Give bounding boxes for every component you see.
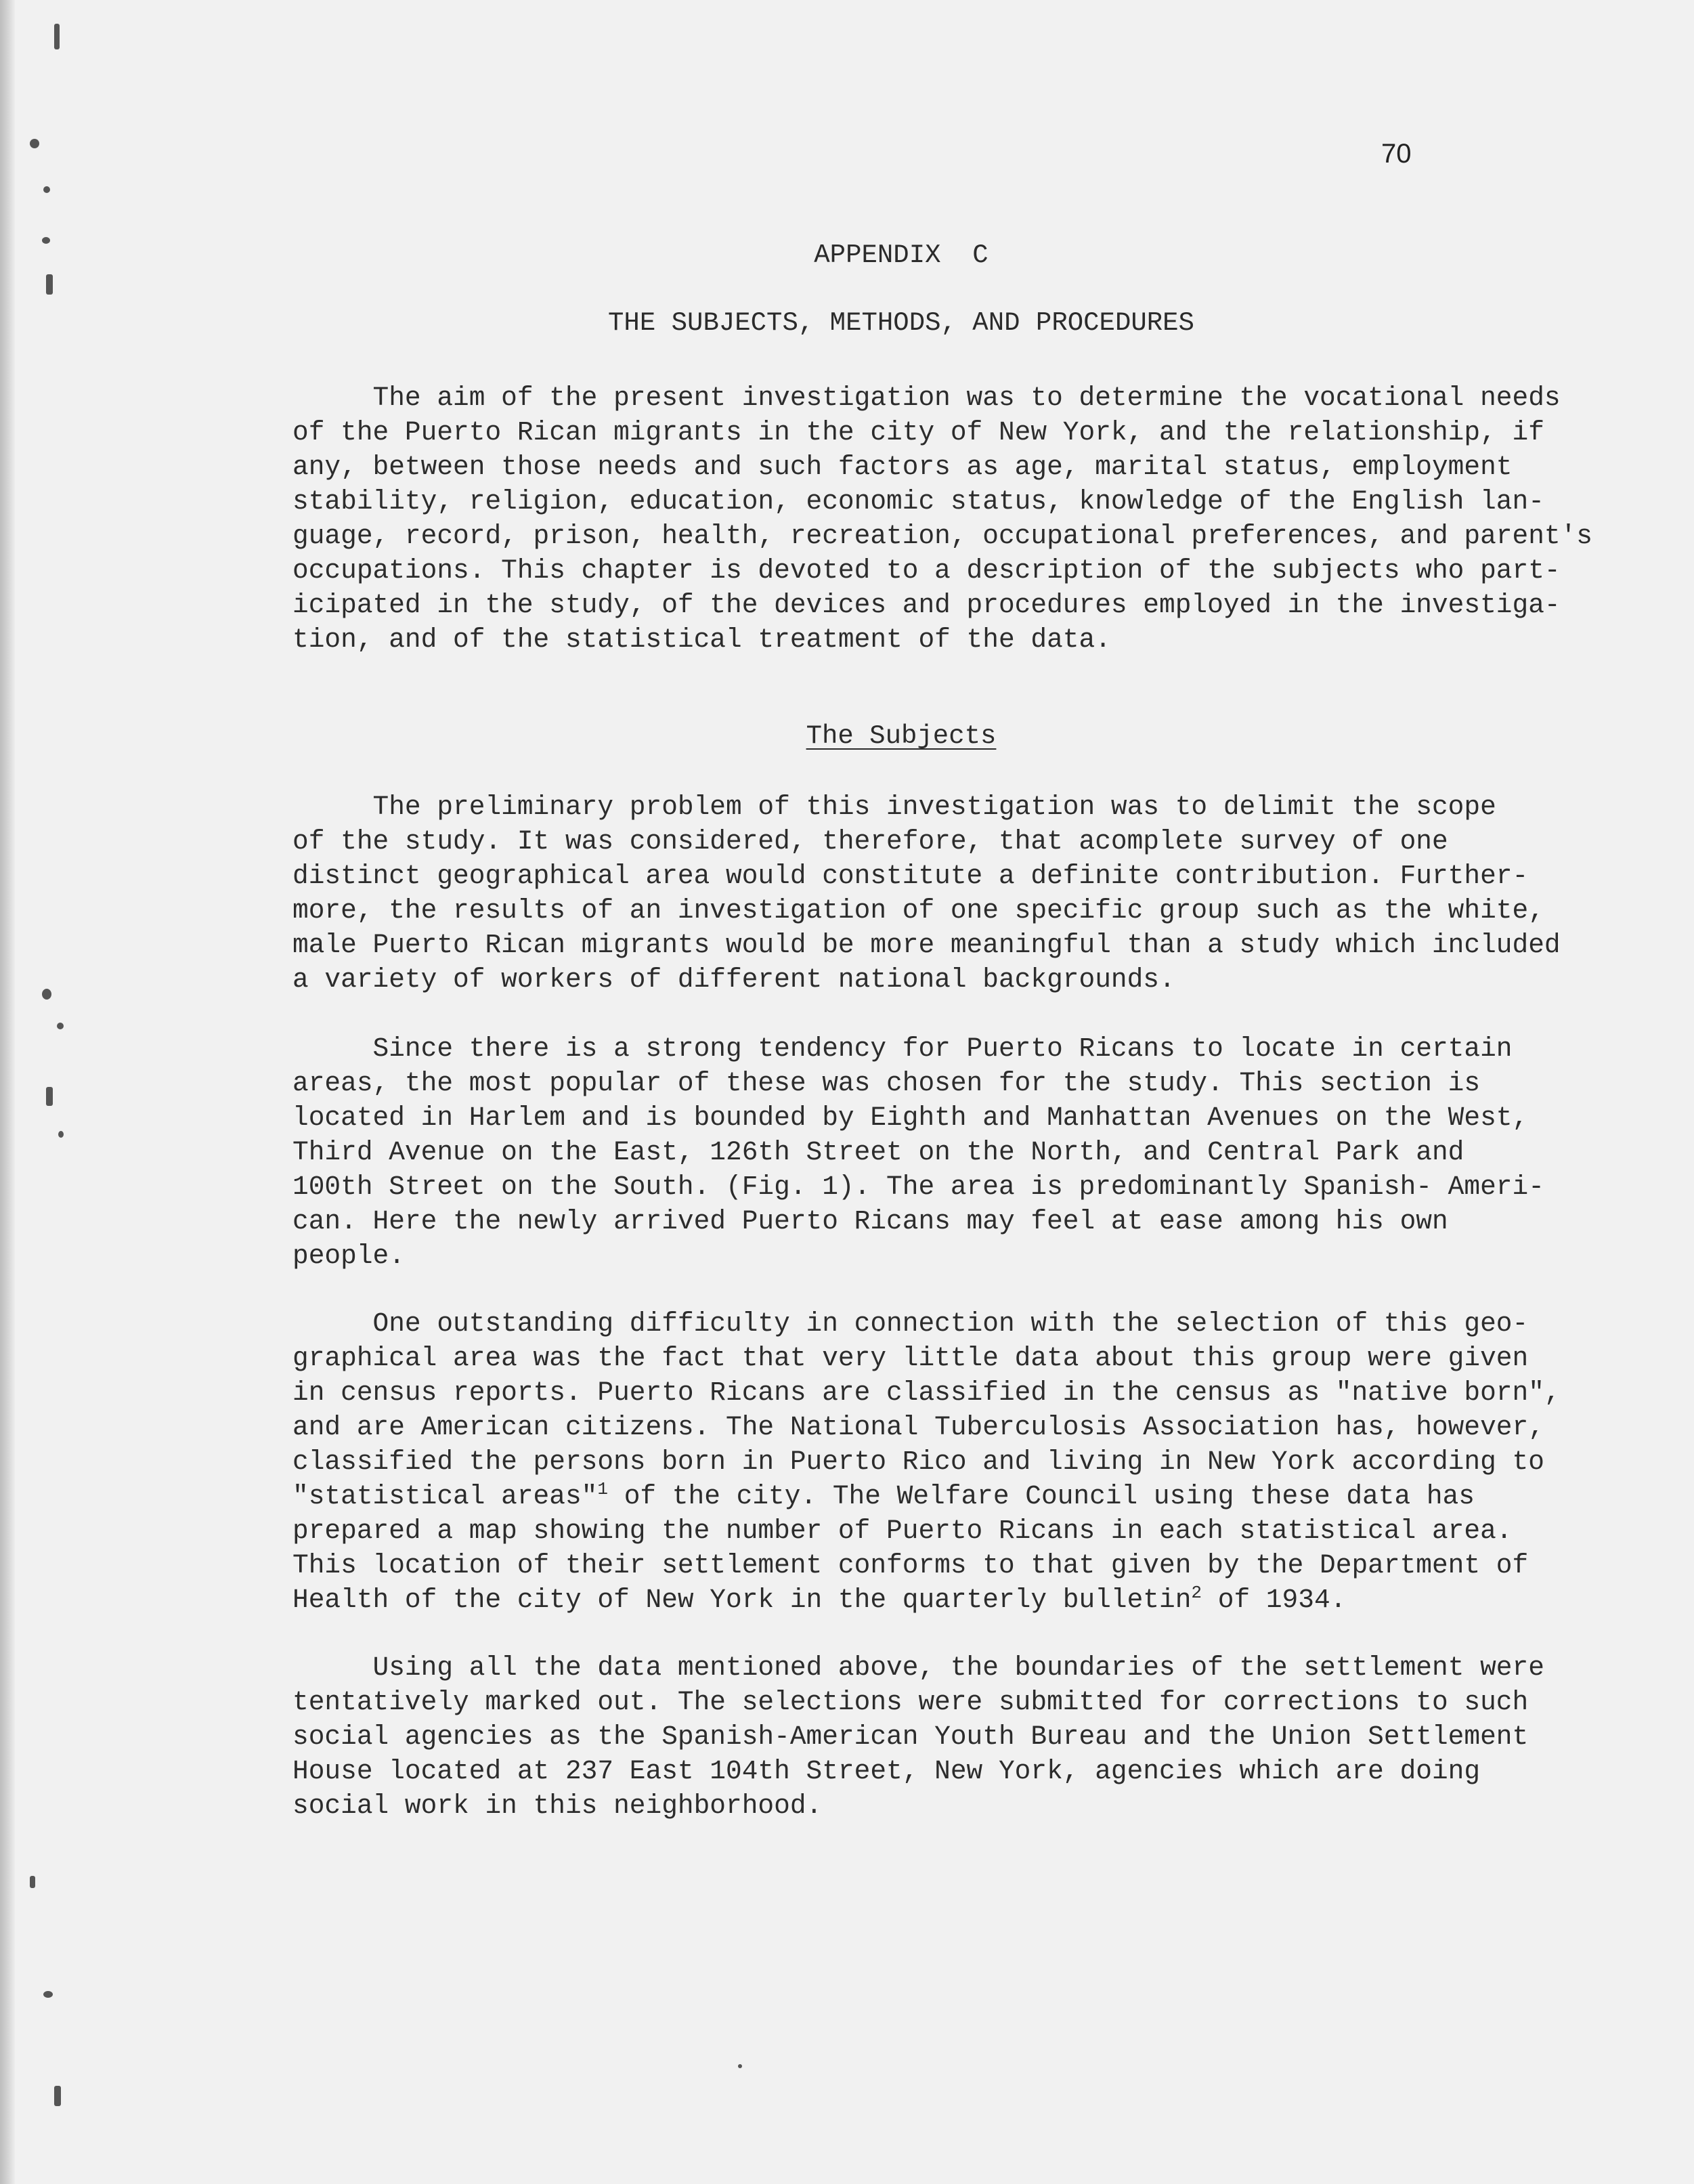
- text-line: distinct geographical area would constitute a definite contribution. Further-: [292, 861, 1529, 891]
- text-line: in census reports. Puerto Ricans are classified in the census as "native born",: [292, 1377, 1561, 1408]
- chapter-title: THE SUBJECTS, METHODS, AND PROCEDURES: [608, 308, 1194, 338]
- text-line: social agencies as the Spanish-American Youth Bureau and the Union Settlement: [292, 1721, 1529, 1752]
- binding-mark: [30, 139, 39, 148]
- scan-speck: [738, 2064, 742, 2068]
- binding-mark: [43, 1991, 53, 1998]
- text-line: can. Here the newly arrived Puerto Ricans may feel at ease among his own: [292, 1206, 1448, 1237]
- text-line: tentatively marked out. The selections were submitted for corrections to such: [292, 1687, 1529, 1717]
- text-line: Since there is a strong tendency for Puerto Ricans to locate in certain: [292, 1033, 1513, 1064]
- binding-mark: [46, 1087, 53, 1106]
- binding-mark: [58, 1131, 64, 1138]
- binding-mark: [57, 1023, 64, 1029]
- binding-mark: [30, 1876, 35, 1888]
- text-line: of the study. It was considered, therefore, that acomplete survey of one: [292, 826, 1448, 857]
- text-line: The aim of the present investigation was to determine the vocational needs: [292, 383, 1561, 413]
- text-line: areas, the most popular of these was chosen for the study. This section is: [292, 1068, 1481, 1098]
- text-line: occupations. This chapter is devoted to a description of the subjects who part-: [292, 555, 1561, 586]
- text-segment: Health of the city of New York in the quarterly bulletin: [292, 1585, 1192, 1615]
- text-line-with-footnote: [292, 1583, 1633, 1617]
- text-line: This location of their settlement conforms to that given by the Department of: [292, 1550, 1529, 1581]
- page-number: 70: [1381, 139, 1412, 169]
- text-line: guage, record, prison, health, recreation, occupational preferences, and parent's: [292, 521, 1593, 551]
- text-line: Third Avenue on the East, 126th Street on the North, and Central Park and: [292, 1137, 1464, 1168]
- binding-mark: [42, 237, 50, 244]
- text-line: One outstanding difficulty in connection with the selection of this geo-: [292, 1308, 1529, 1339]
- text-line: of the Puerto Rican migrants in the city of New York, and the relationship, if: [292, 417, 1544, 448]
- binding-mark: [54, 24, 60, 49]
- text-line: tion, and of the statistical treatment of the data.: [292, 624, 1111, 655]
- binding-mark: [42, 989, 51, 1000]
- page-edge-shadow: [0, 0, 15, 2184]
- footnote-marker-1: 1: [597, 1479, 608, 1499]
- text-line: a variety of workers of different national backgrounds.: [292, 964, 1175, 995]
- paragraph-boundaries: [292, 1650, 1633, 1823]
- text-line-with-footnote: [292, 1479, 1633, 1514]
- binding-mark: [54, 2086, 61, 2106]
- section-title: [54, 721, 1694, 751]
- text-line: social work in this neighborhood.: [292, 1791, 823, 1821]
- text-segment: of the city. The Welfare Council using these data has: [607, 1481, 1475, 1512]
- text-line: House located at 237 East 104th Street, New York, agencies which are doing: [292, 1756, 1481, 1786]
- text-line: more, the results of an investigation of one specific group such as the white,: [292, 895, 1544, 926]
- text-segment: of 1934.: [1202, 1585, 1347, 1615]
- appendix-heading: APPENDIX C: [814, 240, 989, 270]
- paragraph-census: [292, 1306, 1633, 1617]
- text-line: 100th Street on the South. (Fig. 1). The area is predominantly Spanish- Ameri-: [292, 1172, 1544, 1202]
- text-line: classified the persons born in Puerto Rico and living in New York according to: [292, 1447, 1544, 1477]
- paragraph-introduction: [292, 381, 1633, 657]
- text-line: stability, religion, education, economic status, knowledge of the English lan-: [292, 486, 1544, 517]
- section-title-text: The Subjects: [806, 721, 997, 751]
- text-line: located in Harlem and is bounded by Eighth and Manhattan Avenues on the West,: [292, 1102, 1529, 1133]
- paragraph-scope: [292, 790, 1633, 997]
- text-line: icipated in the study, of the devices and procedures employed in the investiga-: [292, 590, 1561, 620]
- paragraph-area: [292, 1031, 1633, 1273]
- text-line: prepared a map showing the number of Puerto Ricans in each statistical area.: [292, 1516, 1513, 1546]
- text-line: male Puerto Rican migrants would be more meaningful than a study which included: [292, 930, 1561, 960]
- text-line: Using all the data mentioned above, the boundaries of the settlement were: [292, 1652, 1544, 1683]
- binding-mark: [46, 274, 53, 295]
- footnote-marker-2: 2: [1191, 1583, 1202, 1603]
- text-line: and are American citizens. The National Tuberculosis Association has, however,: [292, 1412, 1544, 1442]
- text-line: people.: [292, 1241, 405, 1271]
- text-line: any, between those needs and such factors as age, marital status, employment: [292, 452, 1513, 482]
- binding-mark: [43, 186, 50, 193]
- text-line: The preliminary problem of this investigation was to delimit the scope: [292, 792, 1496, 822]
- text-segment: "statistical areas": [292, 1481, 598, 1512]
- text-line: graphical area was the fact that very little data about this group were given: [292, 1343, 1529, 1373]
